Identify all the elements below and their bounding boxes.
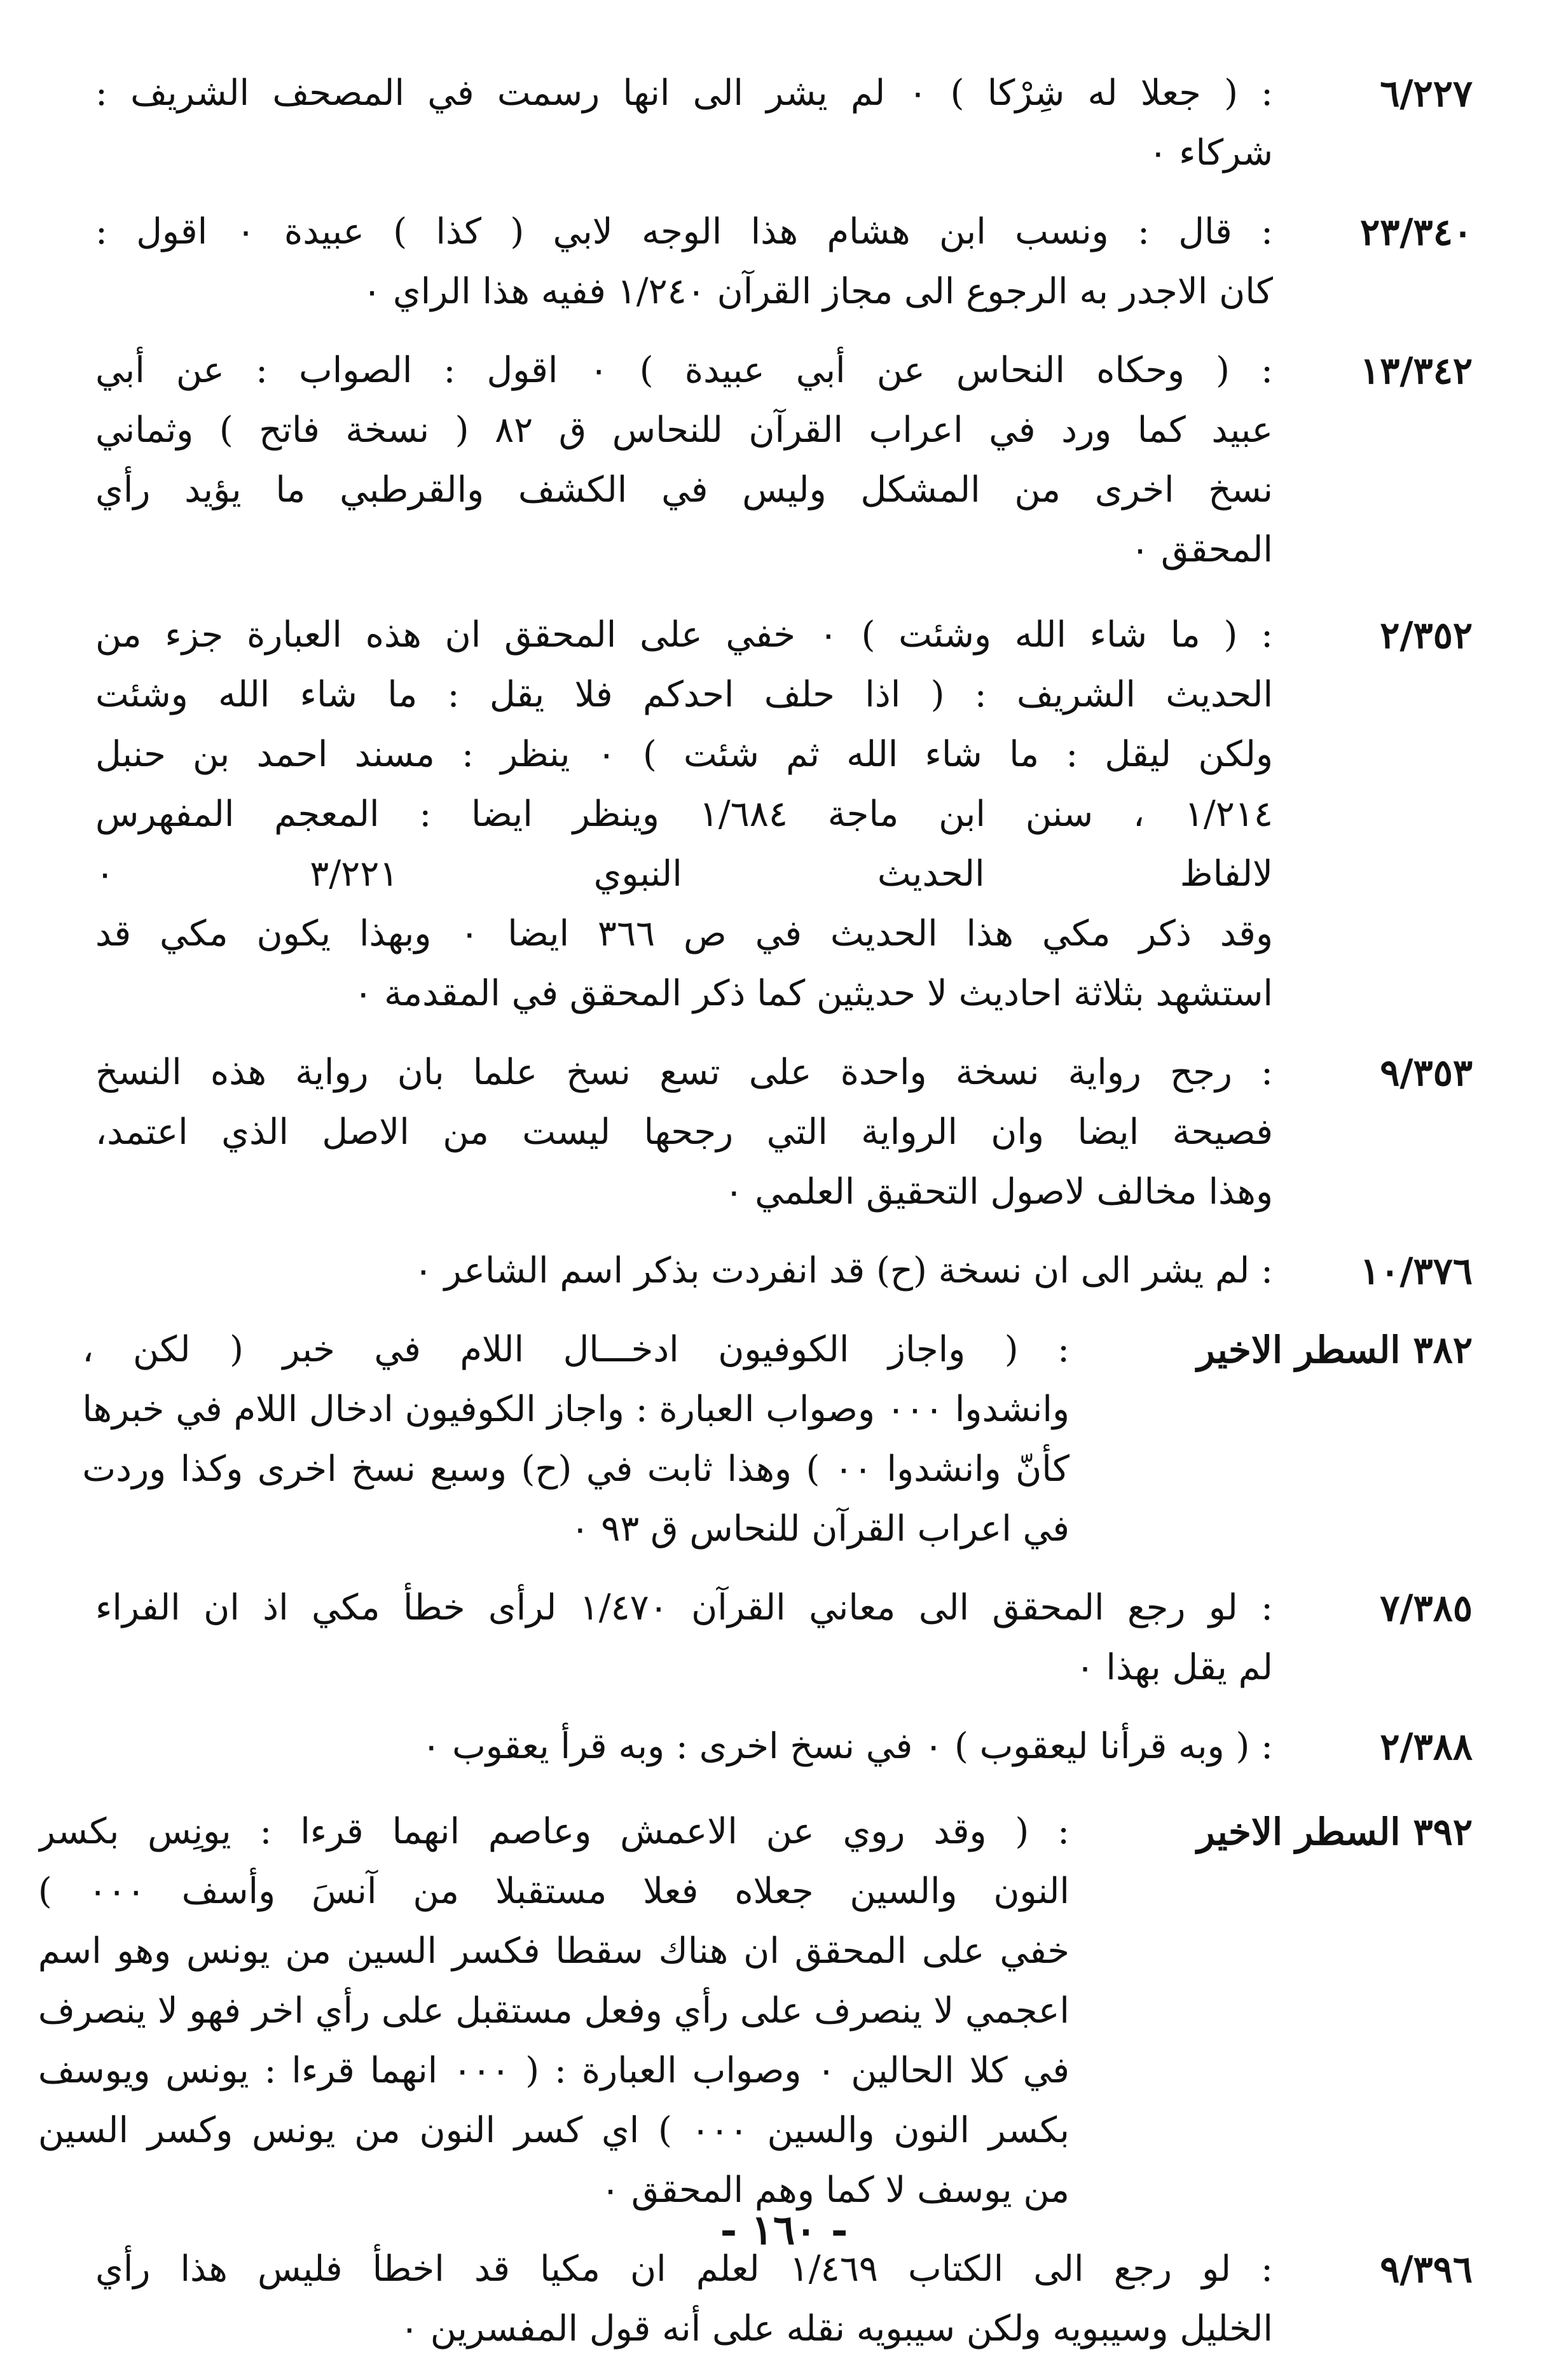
text-line: فصيحة ايضا وان الرواية التي رجحها ليست من الاصل الذي اعتمد، — [95, 1111, 1273, 1153]
entry — [38, 1802, 1473, 2220]
text-line: : ( وحكاه النحاس عن أبي عبيدة ) ٠ اقول : الصواب : عن أبي — [95, 350, 1273, 391]
entry-text — [95, 1043, 1273, 1222]
text-line: المحقق ٠ — [1130, 529, 1273, 570]
entry-text — [82, 1320, 1069, 1559]
text-line: النون والسين جعلاه فعلا مستقبلا من آنسَ وأسف ٠٠٠ ) — [38, 1871, 1069, 1912]
entry-text — [95, 605, 1273, 1024]
text-line: شركاء ٠ — [1148, 132, 1273, 174]
text-line: خفي على المحقق ان هناك سقطا فكسر السين من يونس وهو اسم — [38, 1930, 1069, 1972]
entry-text — [95, 1241, 1273, 1301]
entry — [95, 605, 1473, 1024]
entry — [95, 64, 1473, 183]
text-line: استشهد بثلاثة احاديث لا حديثين كما ذكر المحقق في المقدمة ٠ — [354, 973, 1273, 1014]
entry — [95, 1241, 1473, 1301]
entry-text — [95, 1717, 1273, 1777]
text-line: عبيد كما ورد في اعراب القرآن للنحاس ق ٨٢ ( نسخة فاتح ) وثماني — [95, 409, 1273, 451]
entry-text — [95, 2239, 1273, 2359]
text-line: : رجح رواية نسخة واحدة على تسع نسخ علما بان رواية هذه النسخ — [95, 1052, 1273, 1093]
entry-text — [95, 202, 1273, 322]
text-line: وهذا مخالف لاصول التحقيق العلمي ٠ — [724, 1171, 1273, 1213]
entry — [82, 1320, 1473, 1559]
entry — [95, 2239, 1473, 2359]
entry — [95, 1578, 1473, 1698]
text-line: ولكن ليقل : ما شاء الله ثم شئت ) ٠ ينظر : مسند احمد بن حنبل — [95, 734, 1273, 775]
entry — [95, 1717, 1473, 1777]
text-line: اعجمي لا ينصرف على رأي وفعل مستقبل على رأي اخر فهو لا ينصرف — [38, 1990, 1069, 2032]
entry — [95, 341, 1473, 580]
text-line: : ( واجاز الكوفيون ادخـــال اللام في خبر ( لكن ، — [82, 1329, 1069, 1370]
text-line: الخليل وسيبويه ولكن سيبويه نقله على أنه قول المفسرين ٠ — [399, 2308, 1273, 2349]
entry-text — [95, 64, 1273, 183]
entry-reference: ٧/٣٨٥ — [1380, 1586, 1473, 1630]
entry — [95, 1043, 1473, 1222]
text-line: : قال : ونسب ابن هشام هذا الوجه لابي ( كذا ) عبيدة ٠ اقول : — [95, 211, 1273, 252]
entry-text — [95, 341, 1273, 580]
entry-reference: ١٣/٣٤٢ — [1360, 349, 1473, 392]
entry-text — [95, 1578, 1273, 1698]
text-line: في اعراب القرآن للنحاس ق ٩٣ ٠ — [570, 1508, 1069, 1550]
text-line: كأنّ وانشدوا ٠٠ ) وهذا ثابت في (ح) وسبع نسخ اخرى وكذا وردت — [82, 1448, 1069, 1490]
text-line: : ( ما شاء الله وشئت ) ٠ خفي على المحقق ان هذه العبارة جزء من — [95, 614, 1273, 656]
text-line: : لو رجع المحقق الى معاني القرآن ١/٤٧٠ لرأى خطأ مكي اذ ان الفراء — [95, 1587, 1273, 1628]
entry-reference: ٩/٣٩٦ — [1380, 2248, 1473, 2291]
text-line: من يوسف لا كما وهم المحقق ٠ — [601, 2170, 1069, 2211]
entry-reference: ٢٣/٣٤٠ — [1360, 210, 1473, 254]
text-line: : ( وقد روي عن الاعمش وعاصم انهما قرءا : يونِس بكسر — [38, 1811, 1069, 1852]
entry — [95, 202, 1473, 322]
entry-reference: ٢/٣٨٨ — [1380, 1725, 1473, 1768]
text-line: في كلا الحالين ٠ وصواب العبارة : ( ٠٠٠ انهما قرءا : يونس ويوسف — [38, 2050, 1069, 2091]
text-line: لالفاظ الحديث النبوي ٣/٢٢١ ٠ — [95, 853, 1273, 895]
text-line: : ( جعلا له شِرْكا ) ٠ لم يشر الى انها رسمت في المصحف الشريف : — [95, 72, 1273, 114]
text-line: بكسر النون والسين ٠٠٠ ) اي كسر النون من يونس وكسر السين — [38, 2110, 1069, 2151]
entries-list — [38, 64, 1473, 2359]
text-line: وقد ذكر مكي هذا الحديث في ص ٣٦٦ ايضا ٠ وبهذا يكون مكي قد — [95, 913, 1273, 954]
text-line: الحديث الشريف : ( اذا حلف احدكم فلا يقل : ما شاء الله وشئت — [95, 674, 1273, 715]
entry-reference: ٦/٢٢٧ — [1380, 72, 1473, 115]
text-line: وانشدوا ٠٠٠ وصواب العبارة : واجاز الكوفيون ادخال اللام في خبرها — [82, 1389, 1069, 1430]
text-line: كان الاجدر به الرجوع الى مجاز القرآن ١/٢٤٠ ففيه هذا الراي ٠ — [362, 271, 1273, 312]
entry-reference: ١٠/٣٧٦ — [1360, 1249, 1473, 1293]
text-line: : لم يشر الى ان نسخة (ح) قد انفردت بذكر اسم الشاعر ٠ — [413, 1250, 1273, 1291]
page-number: - ١٦٠ - — [720, 2206, 848, 2254]
entry-reference: ٣٨٢ السطر الاخير — [1197, 1328, 1473, 1372]
entry-text — [38, 1802, 1069, 2220]
entry-reference: ٩/٣٥٣ — [1380, 1051, 1473, 1094]
entry-reference: ٣٩٢ السطر الاخير — [1197, 1810, 1473, 1854]
text-line: : لو رجع الى الكتاب ١/٤٦٩ لعلم ان مكيا قد اخطأ فليس هذا رأي — [95, 2248, 1273, 2290]
text-line: لم يقل بهذا ٠ — [1075, 1647, 1273, 1688]
text-line: ١/٢١٤ ، سنن ابن ماجة ١/٦٨٤ وينظر ايضا : المعجم المفهرس — [95, 794, 1273, 835]
text-line: نسخ اخرى من المشكل وليس في الكشف والقرطبي ما يؤيد رأي — [95, 469, 1273, 511]
text-line: : ( وبه قرأنا ليعقوب ) ٠ في نسخ اخرى : وبه قرأ يعقوب ٠ — [422, 1726, 1273, 1767]
entry-reference: ٢/٣٥٢ — [1380, 614, 1473, 657]
